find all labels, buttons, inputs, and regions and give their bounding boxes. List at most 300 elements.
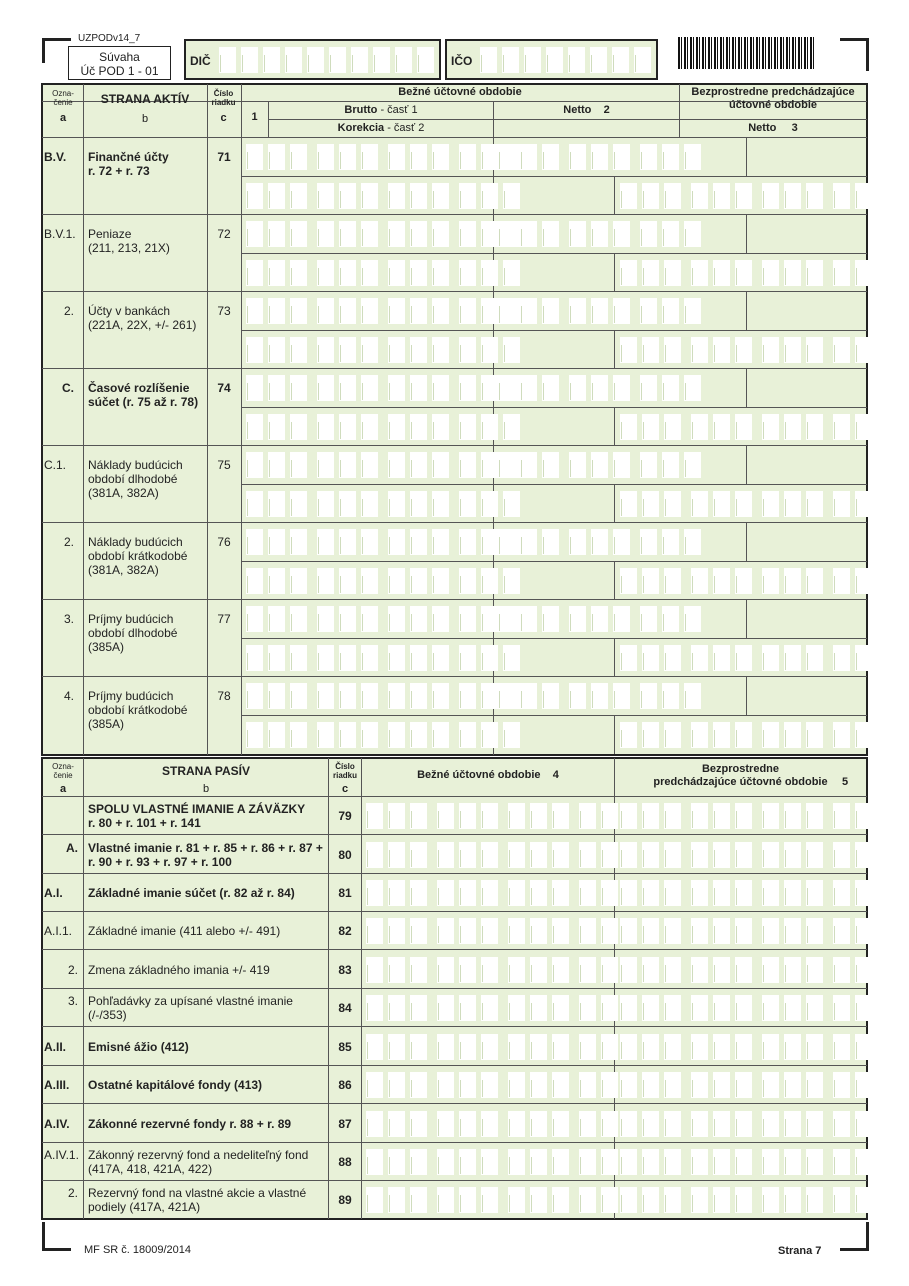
digit-cell[interactable]	[784, 491, 801, 517]
digit-cell[interactable]	[290, 298, 307, 324]
digit-cell[interactable]	[713, 803, 730, 829]
digit-cell[interactable]	[613, 144, 630, 170]
digit-cell[interactable]	[855, 995, 872, 1021]
digit-cell[interactable]	[684, 221, 701, 247]
digit-cell[interactable]	[713, 1149, 730, 1175]
digit-cell[interactable]	[806, 1111, 823, 1137]
digit-cell[interactable]	[664, 645, 681, 671]
digit-cell[interactable]	[290, 183, 307, 209]
digit-cell[interactable]	[388, 568, 405, 594]
digit-cell[interactable]	[620, 183, 637, 209]
digit-cell[interactable]	[569, 144, 586, 170]
digit-cell[interactable]	[735, 995, 752, 1021]
digit-cell[interactable]	[552, 1111, 569, 1137]
digit-cell[interactable]	[713, 1072, 730, 1098]
digit-cell[interactable]	[481, 1149, 498, 1175]
digit-cell[interactable]	[713, 645, 730, 671]
digit-cell[interactable]	[784, 568, 801, 594]
digit-cell[interactable]	[735, 1072, 752, 1098]
digit-cell[interactable]	[530, 1111, 547, 1137]
digit-cell[interactable]	[246, 529, 263, 555]
digit-cell[interactable]	[713, 337, 730, 363]
digit-cell[interactable]	[806, 414, 823, 440]
digit-cell[interactable]	[691, 260, 708, 286]
digit-cell[interactable]	[620, 414, 637, 440]
digit-cell[interactable]	[590, 47, 607, 73]
digit-cell[interactable]	[855, 645, 872, 671]
digit-cell[interactable]	[684, 144, 701, 170]
digit-cell[interactable]	[410, 337, 427, 363]
digit-cell[interactable]	[855, 803, 872, 829]
current-period-field[interactable]	[366, 918, 623, 944]
digit-cell[interactable]	[735, 260, 752, 286]
digit-cell[interactable]	[855, 957, 872, 983]
digit-cell[interactable]	[601, 995, 618, 1021]
digit-cell[interactable]	[620, 1187, 637, 1213]
digit-cell[interactable]	[388, 1034, 405, 1060]
netto-field[interactable]	[498, 221, 706, 247]
digit-cell[interactable]	[662, 683, 679, 709]
digit-cell[interactable]	[691, 918, 708, 944]
digit-cell[interactable]	[735, 1111, 752, 1137]
digit-cell[interactable]	[481, 375, 498, 401]
digit-cell[interactable]	[268, 568, 285, 594]
digit-cell[interactable]	[784, 722, 801, 748]
korekcia-field[interactable]	[246, 491, 525, 517]
digit-cell[interactable]	[290, 221, 307, 247]
digit-cell[interactable]	[684, 683, 701, 709]
prev-netto-field[interactable]	[620, 645, 877, 671]
digit-cell[interactable]	[552, 995, 569, 1021]
digit-cell[interactable]	[268, 260, 285, 286]
digit-cell[interactable]	[459, 337, 476, 363]
digit-cell[interactable]	[855, 260, 872, 286]
digit-cell[interactable]	[620, 842, 637, 868]
digit-cell[interactable]	[833, 803, 850, 829]
netto-field[interactable]	[498, 144, 706, 170]
digit-cell[interactable]	[410, 144, 427, 170]
digit-cell[interactable]	[481, 683, 498, 709]
ico-field[interactable]	[445, 39, 658, 80]
digit-cell[interactable]	[432, 452, 449, 478]
digit-cell[interactable]	[713, 957, 730, 983]
digit-cell[interactable]	[388, 491, 405, 517]
digit-cell[interactable]	[388, 221, 405, 247]
digit-cell[interactable]	[613, 683, 630, 709]
digit-cell[interactable]	[735, 414, 752, 440]
digit-cell[interactable]	[373, 47, 390, 73]
digit-cell[interactable]	[361, 452, 378, 478]
digit-cell[interactable]	[481, 1034, 498, 1060]
digit-cell[interactable]	[498, 606, 515, 632]
digit-cell[interactable]	[613, 529, 630, 555]
digit-cell[interactable]	[613, 298, 630, 324]
digit-cell[interactable]	[642, 918, 659, 944]
brutto-field[interactable]	[246, 606, 525, 632]
digit-cell[interactable]	[784, 414, 801, 440]
digit-cell[interactable]	[388, 1187, 405, 1213]
digit-cell[interactable]	[735, 918, 752, 944]
digit-cell[interactable]	[481, 183, 498, 209]
digit-cell[interactable]	[361, 606, 378, 632]
digit-cell[interactable]	[591, 144, 608, 170]
digit-cell[interactable]	[246, 221, 263, 247]
digit-cell[interactable]	[361, 645, 378, 671]
digit-cell[interactable]	[530, 1034, 547, 1060]
digit-cell[interactable]	[642, 957, 659, 983]
digit-cell[interactable]	[664, 803, 681, 829]
digit-cell[interactable]	[642, 183, 659, 209]
digit-cell[interactable]	[508, 918, 525, 944]
digit-cell[interactable]	[664, 414, 681, 440]
digit-cell[interactable]	[664, 722, 681, 748]
digit-cell[interactable]	[524, 47, 541, 73]
digit-cell[interactable]	[640, 529, 657, 555]
digit-cell[interactable]	[388, 260, 405, 286]
digit-cell[interactable]	[317, 529, 334, 555]
digit-cell[interactable]	[569, 683, 586, 709]
digit-cell[interactable]	[762, 260, 779, 286]
digit-cell[interactable]	[591, 529, 608, 555]
digit-cell[interactable]	[339, 683, 356, 709]
digit-cell[interactable]	[664, 918, 681, 944]
digit-cell[interactable]	[246, 683, 263, 709]
digit-cell[interactable]	[388, 1111, 405, 1137]
digit-cell[interactable]	[601, 1072, 618, 1098]
digit-cell[interactable]	[459, 491, 476, 517]
digit-cell[interactable]	[481, 414, 498, 440]
digit-cell[interactable]	[361, 491, 378, 517]
digit-cell[interactable]	[366, 1149, 383, 1175]
digit-cell[interactable]	[642, 414, 659, 440]
digit-cell[interactable]	[833, 880, 850, 906]
digit-cell[interactable]	[620, 1149, 637, 1175]
digit-cell[interactable]	[361, 221, 378, 247]
digit-cell[interactable]	[684, 452, 701, 478]
digit-cell[interactable]	[410, 529, 427, 555]
digit-cell[interactable]	[642, 1072, 659, 1098]
digit-cell[interactable]	[784, 260, 801, 286]
digit-cell[interactable]	[268, 183, 285, 209]
digit-cell[interactable]	[366, 803, 383, 829]
digit-cell[interactable]	[662, 221, 679, 247]
digit-cell[interactable]	[806, 1149, 823, 1175]
digit-cell[interactable]	[640, 452, 657, 478]
digit-cell[interactable]	[437, 1149, 454, 1175]
netto-field[interactable]	[498, 298, 706, 324]
digit-cell[interactable]	[481, 880, 498, 906]
digit-cell[interactable]	[833, 918, 850, 944]
digit-cell[interactable]	[784, 918, 801, 944]
digit-cell[interactable]	[713, 918, 730, 944]
digit-cell[interactable]	[613, 375, 630, 401]
digit-cell[interactable]	[339, 722, 356, 748]
digit-cell[interactable]	[290, 568, 307, 594]
digit-cell[interactable]	[388, 337, 405, 363]
prev-netto-field[interactable]	[620, 183, 877, 209]
digit-cell[interactable]	[735, 722, 752, 748]
digit-cell[interactable]	[542, 606, 559, 632]
digit-cell[interactable]	[542, 375, 559, 401]
digit-cell[interactable]	[246, 337, 263, 363]
digit-cell[interactable]	[246, 298, 263, 324]
digit-cell[interactable]	[806, 337, 823, 363]
digit-cell[interactable]	[459, 414, 476, 440]
digit-cell[interactable]	[784, 183, 801, 209]
digit-cell[interactable]	[762, 568, 779, 594]
digit-cell[interactable]	[664, 1149, 681, 1175]
digit-cell[interactable]	[806, 183, 823, 209]
digit-cell[interactable]	[833, 645, 850, 671]
digit-cell[interactable]	[642, 491, 659, 517]
digit-cell[interactable]	[642, 803, 659, 829]
digit-cell[interactable]	[290, 606, 307, 632]
digit-cell[interactable]	[366, 1034, 383, 1060]
digit-cell[interactable]	[481, 491, 498, 517]
digit-cell[interactable]	[691, 1034, 708, 1060]
digit-cell[interactable]	[366, 918, 383, 944]
digit-cell[interactable]	[508, 995, 525, 1021]
digit-cell[interactable]	[459, 298, 476, 324]
digit-cell[interactable]	[579, 995, 596, 1021]
digit-cell[interactable]	[432, 375, 449, 401]
digit-cell[interactable]	[601, 957, 618, 983]
digit-cell[interactable]	[784, 803, 801, 829]
digit-cell[interactable]	[642, 995, 659, 1021]
digit-cell[interactable]	[735, 1034, 752, 1060]
digit-cell[interactable]	[855, 1187, 872, 1213]
digit-cell[interactable]	[339, 337, 356, 363]
korekcia-field[interactable]	[246, 337, 525, 363]
digit-cell[interactable]	[432, 298, 449, 324]
digit-cell[interactable]	[481, 144, 498, 170]
digit-cell[interactable]	[317, 298, 334, 324]
digit-cell[interactable]	[361, 683, 378, 709]
digit-cell[interactable]	[508, 842, 525, 868]
digit-cell[interactable]	[508, 880, 525, 906]
digit-cell[interactable]	[459, 568, 476, 594]
digit-cell[interactable]	[432, 183, 449, 209]
digit-cell[interactable]	[268, 221, 285, 247]
digit-cell[interactable]	[833, 957, 850, 983]
digit-cell[interactable]	[784, 880, 801, 906]
digit-cell[interactable]	[459, 606, 476, 632]
digit-cell[interactable]	[634, 47, 651, 73]
digit-cell[interactable]	[784, 957, 801, 983]
digit-cell[interactable]	[459, 144, 476, 170]
digit-cell[interactable]	[366, 1111, 383, 1137]
digit-cell[interactable]	[806, 1187, 823, 1213]
digit-cell[interactable]	[366, 1072, 383, 1098]
brutto-field[interactable]	[246, 298, 525, 324]
prev-period-field[interactable]	[620, 995, 877, 1021]
digit-cell[interactable]	[388, 918, 405, 944]
digit-cell[interactable]	[388, 606, 405, 632]
digit-cell[interactable]	[437, 918, 454, 944]
digit-cell[interactable]	[329, 47, 346, 73]
digit-cell[interactable]	[339, 144, 356, 170]
prev-period-field[interactable]	[620, 1072, 877, 1098]
digit-cell[interactable]	[459, 1149, 476, 1175]
digit-cell[interactable]	[664, 880, 681, 906]
digit-cell[interactable]	[388, 414, 405, 440]
digit-cell[interactable]	[762, 1034, 779, 1060]
digit-cell[interactable]	[432, 414, 449, 440]
digit-cell[interactable]	[691, 1111, 708, 1137]
digit-cell[interactable]	[833, 337, 850, 363]
digit-cell[interactable]	[410, 298, 427, 324]
digit-cell[interactable]	[388, 722, 405, 748]
digit-cell[interactable]	[552, 1034, 569, 1060]
current-period-field[interactable]	[366, 1111, 623, 1137]
digit-cell[interactable]	[855, 918, 872, 944]
netto-field[interactable]	[498, 606, 706, 632]
digit-cell[interactable]	[640, 298, 657, 324]
digit-cell[interactable]	[481, 957, 498, 983]
prev-netto-field[interactable]	[620, 491, 877, 517]
digit-cell[interactable]	[713, 880, 730, 906]
digit-cell[interactable]	[579, 1034, 596, 1060]
digit-cell[interactable]	[437, 842, 454, 868]
digit-cell[interactable]	[579, 957, 596, 983]
digit-cell[interactable]	[317, 375, 334, 401]
digit-cell[interactable]	[437, 995, 454, 1021]
digit-cell[interactable]	[713, 995, 730, 1021]
digit-cell[interactable]	[806, 491, 823, 517]
digit-cell[interactable]	[833, 183, 850, 209]
digit-cell[interactable]	[640, 606, 657, 632]
digit-cell[interactable]	[388, 1149, 405, 1175]
digit-cell[interactable]	[339, 529, 356, 555]
digit-cell[interactable]	[833, 491, 850, 517]
digit-cell[interactable]	[508, 1034, 525, 1060]
digit-cell[interactable]	[417, 47, 434, 73]
digit-cell[interactable]	[481, 452, 498, 478]
digit-cell[interactable]	[268, 337, 285, 363]
digit-cell[interactable]	[268, 414, 285, 440]
digit-cell[interactable]	[481, 298, 498, 324]
digit-cell[interactable]	[591, 683, 608, 709]
digit-cell[interactable]	[833, 1034, 850, 1060]
digit-cell[interactable]	[542, 221, 559, 247]
digit-cell[interactable]	[735, 568, 752, 594]
digit-cell[interactable]	[459, 880, 476, 906]
digit-cell[interactable]	[579, 842, 596, 868]
digit-cell[interactable]	[361, 260, 378, 286]
digit-cell[interactable]	[432, 568, 449, 594]
digit-cell[interactable]	[498, 683, 515, 709]
digit-cell[interactable]	[735, 880, 752, 906]
digit-cell[interactable]	[339, 606, 356, 632]
netto-field[interactable]	[498, 452, 706, 478]
digit-cell[interactable]	[642, 645, 659, 671]
digit-cell[interactable]	[317, 722, 334, 748]
digit-cell[interactable]	[620, 722, 637, 748]
brutto-field[interactable]	[246, 683, 525, 709]
current-period-field[interactable]	[366, 842, 623, 868]
digit-cell[interactable]	[290, 144, 307, 170]
digit-cell[interactable]	[263, 47, 280, 73]
digit-cell[interactable]	[713, 722, 730, 748]
digit-cell[interactable]	[246, 568, 263, 594]
digit-cell[interactable]	[691, 995, 708, 1021]
digit-cell[interactable]	[762, 1187, 779, 1213]
digit-cell[interactable]	[713, 183, 730, 209]
digit-cell[interactable]	[601, 1187, 618, 1213]
digit-cell[interactable]	[361, 298, 378, 324]
digit-cell[interactable]	[613, 221, 630, 247]
digit-cell[interactable]	[366, 995, 383, 1021]
digit-cell[interactable]	[246, 722, 263, 748]
digit-cell[interactable]	[542, 529, 559, 555]
digit-cell[interactable]	[713, 260, 730, 286]
prev-period-field[interactable]	[620, 918, 877, 944]
digit-cell[interactable]	[833, 995, 850, 1021]
brutto-field[interactable]	[246, 375, 525, 401]
digit-cell[interactable]	[481, 1111, 498, 1137]
digit-cell[interactable]	[806, 803, 823, 829]
digit-cell[interactable]	[502, 47, 519, 73]
digit-cell[interactable]	[503, 414, 520, 440]
digit-cell[interactable]	[432, 221, 449, 247]
korekcia-field[interactable]	[246, 722, 525, 748]
digit-cell[interactable]	[613, 606, 630, 632]
digit-cell[interactable]	[833, 414, 850, 440]
digit-cell[interactable]	[410, 1034, 427, 1060]
digit-cell[interactable]	[762, 183, 779, 209]
digit-cell[interactable]	[290, 452, 307, 478]
digit-cell[interactable]	[762, 918, 779, 944]
digit-cell[interactable]	[432, 645, 449, 671]
korekcia-field[interactable]	[246, 260, 525, 286]
digit-cell[interactable]	[640, 144, 657, 170]
current-period-field[interactable]	[366, 1149, 623, 1175]
brutto-field[interactable]	[246, 529, 525, 555]
digit-cell[interactable]	[410, 1187, 427, 1213]
digit-cell[interactable]	[361, 183, 378, 209]
digit-cell[interactable]	[459, 803, 476, 829]
digit-cell[interactable]	[339, 452, 356, 478]
digit-cell[interactable]	[481, 337, 498, 363]
digit-cell[interactable]	[503, 491, 520, 517]
digit-cell[interactable]	[642, 842, 659, 868]
digit-cell[interactable]	[508, 1187, 525, 1213]
digit-cell[interactable]	[285, 47, 302, 73]
digit-cell[interactable]	[642, 1187, 659, 1213]
digit-cell[interactable]	[268, 722, 285, 748]
digit-cell[interactable]	[855, 183, 872, 209]
current-period-field[interactable]	[366, 995, 623, 1021]
digit-cell[interactable]	[620, 1111, 637, 1137]
digit-cell[interactable]	[432, 260, 449, 286]
digit-cell[interactable]	[481, 803, 498, 829]
prev-netto-field[interactable]	[620, 414, 877, 440]
digit-cell[interactable]	[520, 606, 537, 632]
digit-cell[interactable]	[410, 606, 427, 632]
digit-cell[interactable]	[498, 298, 515, 324]
digit-cell[interactable]	[662, 375, 679, 401]
brutto-field[interactable]	[246, 144, 525, 170]
digit-cell[interactable]	[855, 1034, 872, 1060]
current-period-field[interactable]	[366, 1072, 623, 1098]
brutto-field[interactable]	[246, 452, 525, 478]
digit-cell[interactable]	[691, 1072, 708, 1098]
digit-cell[interactable]	[268, 491, 285, 517]
digit-cell[interactable]	[317, 568, 334, 594]
digit-cell[interactable]	[579, 918, 596, 944]
digit-cell[interactable]	[290, 722, 307, 748]
digit-cell[interactable]	[388, 803, 405, 829]
